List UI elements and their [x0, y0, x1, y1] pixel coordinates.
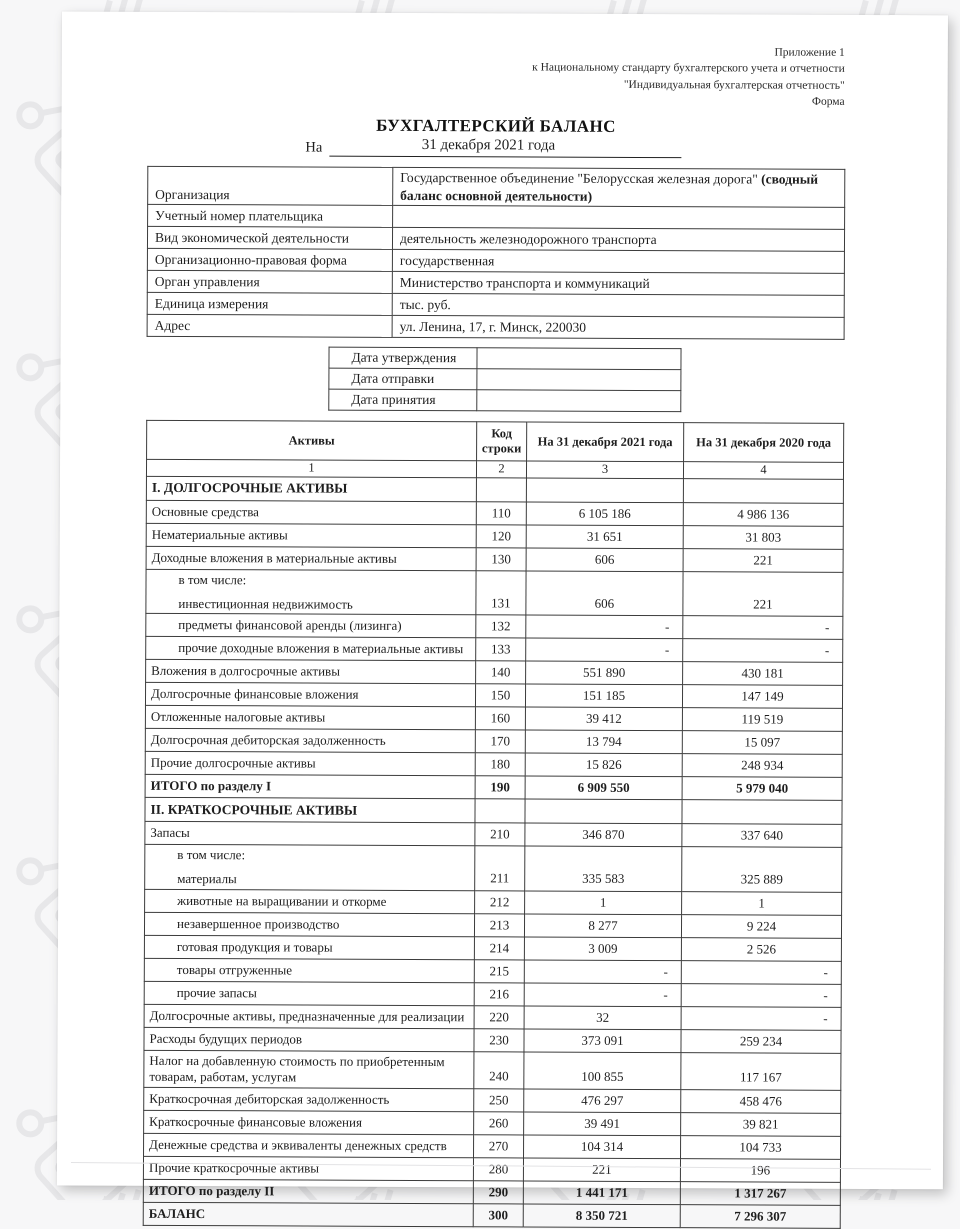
- asset-value-2021: 551 890: [526, 661, 683, 685]
- asset-code: 216: [474, 983, 524, 1006]
- asset-value-2020: 147 149: [682, 685, 842, 709]
- asset-value-2020: 119 519: [682, 708, 842, 732]
- org-info-value: Государственное объединение "Белорусская железная дорога" (сводный баланс основной деятельности): [393, 168, 845, 208]
- asset-row: [144, 958, 841, 984]
- asset-label: Прочие краткосрочные активы: [143, 1156, 473, 1180]
- column-number: 2: [476, 461, 526, 477]
- asset-label: Долгосрочная дебиторская задолженность: [145, 729, 475, 753]
- asset-row: [145, 889, 842, 915]
- org-info-value: тыс. руб.: [392, 294, 844, 318]
- asset-row: [146, 500, 843, 526]
- asset-value-2021: 346 870: [525, 823, 682, 847]
- asset-code: 270: [474, 1135, 524, 1158]
- asset-code: 280: [473, 1158, 523, 1181]
- asset-value-2020: 221: [683, 571, 843, 616]
- asset-row: [144, 935, 841, 961]
- asset-code: 210: [475, 823, 525, 846]
- asset-row: [144, 1087, 841, 1113]
- asset-label: незавершенное производство: [144, 912, 474, 936]
- asset-code: 133: [476, 638, 526, 661]
- asset-label: готовая продукция и товары: [144, 935, 474, 959]
- asset-row: [144, 1050, 841, 1090]
- asset-row: [144, 1133, 841, 1159]
- org-info-value: деятельность железнодорожного транспорта: [392, 228, 844, 252]
- asset-row: [146, 637, 843, 663]
- document-page: [57, 11, 948, 1224]
- asset-label: предметы финансовой аренды (лизинга): [146, 614, 476, 638]
- asset-row: [143, 1179, 840, 1205]
- asset-row: [145, 845, 842, 893]
- org-info-label: Вид экономической деятельности: [147, 227, 392, 250]
- org-info-label: Орган управления: [147, 271, 392, 294]
- asset-row: [143, 1202, 840, 1228]
- dates-table: [328, 347, 681, 413]
- document-title: БУХГАЛТЕРСКИЙ БАЛАНС: [376, 116, 616, 137]
- asset-value-2020: 458 476: [681, 1089, 841, 1113]
- asset-row: [145, 822, 842, 848]
- form-reference-block: [148, 12, 845, 110]
- asset-value-2020: 337 640: [682, 824, 842, 848]
- date-label: Дата утверждения: [329, 348, 477, 370]
- asset-label: Долгосрочные активы, предназначенные для реализации: [144, 1004, 474, 1028]
- asset-label: Запасы: [145, 822, 475, 846]
- asset-label: Краткосрочная дебиторская задолженность: [144, 1087, 474, 1111]
- org-info-row: [148, 205, 845, 230]
- asset-label: ИТОГО по разделу II: [143, 1179, 473, 1203]
- date-row: [329, 348, 681, 371]
- asset-code: 211: [475, 846, 525, 891]
- column-header-assets: Активы: [147, 421, 477, 461]
- asset-row: [146, 523, 843, 549]
- report-date-line: [147, 136, 844, 163]
- asset-code: 214: [474, 937, 524, 960]
- asset-label: Нематериальные активы: [146, 523, 476, 547]
- form-reference-line: "Индивидуальная бухгалтерская отчетность": [623, 78, 845, 92]
- asset-value-2021: 104 314: [524, 1135, 681, 1159]
- asset-label: Расходы будущих периодов: [144, 1027, 474, 1051]
- asset-value-2020: 248 934: [682, 754, 842, 778]
- asset-label: Доходные вложения в материальные активы: [146, 546, 476, 570]
- asset-row: [145, 775, 842, 801]
- asset-row: [146, 660, 843, 686]
- asset-row: [144, 912, 841, 938]
- empty-cell: [475, 799, 525, 823]
- asset-value-2021: 221: [523, 1158, 680, 1182]
- asset-value-2020: 2 526: [681, 938, 841, 962]
- asset-label: Налог на добавленную стоимость по приобретенным товарам, работам, услугам: [144, 1050, 474, 1088]
- asset-label-prefix: в том числе:: [178, 571, 247, 587]
- asset-label: Основные средства: [146, 500, 476, 524]
- org-info-value: государственная: [392, 250, 844, 274]
- asset-row: [144, 981, 841, 1007]
- asset-code: 212: [475, 891, 525, 914]
- asset-label: Отложенные налоговые активы: [145, 706, 475, 730]
- form-reference-line: Форма: [811, 95, 845, 108]
- asset-value-2021: 15 826: [525, 753, 682, 777]
- page-content: [143, 12, 845, 1229]
- asset-value-2021: 13 794: [525, 730, 682, 754]
- asset-row: [146, 569, 843, 617]
- org-info-label: Организация: [148, 167, 393, 206]
- asset-value-2021: 8 277: [524, 914, 681, 938]
- asset-code: 150: [475, 684, 525, 707]
- asset-row: [145, 706, 842, 732]
- asset-code: 170: [475, 730, 525, 753]
- asset-value-2020: 117 167: [681, 1053, 841, 1090]
- asset-value-2021: 335 583: [525, 846, 682, 891]
- asset-code: 190: [475, 776, 525, 799]
- asset-value-2020: 221: [683, 548, 843, 572]
- date-label: Дата принятия: [329, 390, 477, 412]
- org-info-row: [147, 271, 844, 296]
- section-row: [145, 798, 842, 825]
- asset-value-2021: 6 105 186: [526, 502, 683, 526]
- assets-table: [143, 420, 845, 1228]
- org-info-row: [147, 293, 844, 318]
- org-info-value: [393, 206, 845, 230]
- org-info-row: [148, 167, 845, 208]
- asset-value-2021: 32: [524, 1006, 681, 1030]
- asset-label: Вложения в долгосрочные активы: [146, 660, 476, 684]
- org-info-label: Организационно-правовая форма: [147, 249, 392, 272]
- asset-value-2020: -: [681, 1007, 841, 1031]
- asset-value-2020: 39 821: [681, 1112, 841, 1136]
- asset-value-2020: 31 803: [683, 525, 843, 549]
- asset-value-2020: 104 733: [681, 1135, 841, 1159]
- asset-value-2021: 606: [526, 548, 683, 572]
- assets-header-row: [147, 421, 844, 463]
- asset-row: [145, 729, 842, 755]
- asset-row: [145, 683, 842, 709]
- asset-value-2021: 31 651: [526, 525, 683, 549]
- asset-value-2020: 196: [680, 1158, 840, 1182]
- asset-code: 250: [474, 1089, 524, 1112]
- asset-value-2021: 3 009: [524, 937, 681, 961]
- asset-value-2021: 373 091: [524, 1029, 681, 1053]
- asset-row: [144, 1110, 841, 1136]
- asset-code: 260: [474, 1112, 524, 1135]
- date-value: [477, 390, 681, 412]
- column-header-code: Код строки: [477, 422, 527, 461]
- asset-value-2020: -: [683, 616, 843, 640]
- org-info-row: [147, 315, 844, 340]
- empty-cell: [526, 478, 683, 503]
- asset-code: 140: [476, 661, 526, 684]
- asset-value-2021: 6 909 550: [525, 776, 682, 800]
- asset-value-2020: 7 296 307: [680, 1204, 840, 1228]
- asset-value-2021: 1 441 171: [523, 1181, 680, 1205]
- asset-code: 213: [474, 914, 524, 937]
- org-info-label: Адрес: [147, 315, 392, 338]
- column-header-2021: На 31 декабря 2021 года: [527, 422, 684, 462]
- empty-cell: [683, 478, 843, 503]
- org-info-label: Учетный номер плательщика: [148, 205, 393, 228]
- asset-value-2021: 1: [525, 891, 682, 915]
- dates-block: [328, 347, 843, 413]
- asset-value-2021: -: [526, 615, 683, 639]
- section-row: [146, 476, 843, 503]
- form-reference-line: Приложение 1: [774, 46, 845, 59]
- asset-value-2020: -: [681, 984, 841, 1008]
- asset-label: в том числе: инвестиционная недвижимость: [146, 569, 476, 615]
- date-row: [329, 390, 681, 413]
- empty-cell: [476, 477, 526, 501]
- asset-row: [144, 1004, 841, 1030]
- asset-code: 215: [474, 960, 524, 983]
- asset-value-2021: 39 491: [524, 1112, 681, 1136]
- org-info-value: Министерство транспорта и коммуникаций: [392, 272, 844, 296]
- empty-cell: [682, 800, 842, 825]
- asset-value-2020: -: [681, 961, 841, 985]
- date-value: [477, 369, 681, 391]
- asset-row: [146, 614, 843, 640]
- asset-label: товары отгруженные: [144, 958, 474, 982]
- org-info-value-bold: (сводный баланс основной деятельности): [400, 171, 819, 204]
- date-value: [477, 348, 681, 370]
- column-number: 3: [526, 461, 683, 478]
- asset-label: ИТОГО по разделу I: [145, 775, 475, 799]
- asset-label: прочие запасы: [144, 981, 474, 1005]
- date-prefix: На: [305, 139, 323, 156]
- asset-label: Денежные средства и эквиваленты денежных средств: [144, 1133, 474, 1157]
- asset-code: 130: [476, 547, 526, 570]
- asset-label-prefix: в том числе:: [177, 847, 246, 863]
- asset-code: 220: [474, 1006, 524, 1029]
- asset-label: БАЛАНС: [143, 1202, 473, 1226]
- asset-label: прочие доходные вложения в материальные активы: [146, 637, 476, 661]
- asset-value-2021: -: [526, 638, 683, 662]
- asset-label: Краткосрочные финансовые вложения: [144, 1110, 474, 1134]
- asset-value-2021: 476 297: [524, 1089, 681, 1113]
- asset-code: 230: [474, 1029, 524, 1052]
- column-header-2020: На 31 декабря 2020 года: [684, 423, 844, 463]
- asset-code: 131: [476, 570, 526, 615]
- form-reference-line: к Национальному стандарту бухгалтерского учета и отчетности: [532, 61, 845, 76]
- asset-value-2020: 5 979 040: [682, 777, 842, 801]
- asset-row: [145, 752, 842, 778]
- asset-label: Долгосрочные финансовые вложения: [145, 683, 475, 707]
- org-info-label: Единица измерения: [147, 293, 392, 316]
- column-number: 4: [683, 462, 843, 479]
- asset-code: 120: [476, 524, 526, 547]
- section-title: II. КРАТКОСРОЧНЫЕ АКТИВЫ: [145, 798, 475, 823]
- asset-row: [146, 546, 843, 572]
- asset-value-2020: 4 986 136: [683, 502, 843, 526]
- asset-value-2020: 430 181: [683, 662, 843, 686]
- asset-code: 300: [473, 1204, 523, 1227]
- asset-code: 290: [473, 1181, 523, 1204]
- asset-row: [144, 1027, 841, 1053]
- asset-value-2020: -: [683, 639, 843, 663]
- asset-value-2020: 1 317 267: [680, 1181, 840, 1205]
- report-date: 31 декабря 2021 года: [329, 137, 681, 159]
- asset-value-2021: 151 185: [525, 684, 682, 708]
- asset-label: Прочие долгосрочные активы: [145, 752, 475, 776]
- org-info-value: ул. Ленина, 17, г. Минск, 220030: [392, 316, 844, 340]
- asset-value-2021: -: [524, 960, 681, 984]
- asset-value-2021: 8 350 721: [523, 1204, 680, 1228]
- section-title: I. ДОЛГОСРОЧНЫЕ АКТИВЫ: [146, 476, 476, 501]
- asset-value-2021: -: [524, 983, 681, 1007]
- asset-value-2020: 15 097: [682, 731, 842, 755]
- asset-code: 180: [475, 753, 525, 776]
- asset-code: 110: [476, 501, 526, 524]
- asset-value-2021: 39 412: [525, 707, 682, 731]
- asset-value-2020: 9 224: [681, 915, 841, 939]
- asset-value-2020: 325 889: [682, 847, 842, 892]
- asset-label: в том числе: материалы: [145, 845, 475, 891]
- asset-value-2021: 606: [526, 571, 683, 616]
- date-row: [329, 369, 681, 392]
- asset-code: 160: [475, 707, 525, 730]
- asset-value-2020: 1: [682, 892, 842, 916]
- asset-value-2020: 259 234: [681, 1030, 841, 1054]
- empty-cell: [525, 799, 682, 824]
- org-info-row: [147, 249, 844, 274]
- column-number: 1: [146, 460, 476, 478]
- asset-code: 240: [474, 1052, 524, 1089]
- org-info-row: [147, 227, 844, 252]
- asset-label: животные на выращивании и откорме: [145, 889, 475, 913]
- asset-row: [143, 1156, 840, 1182]
- asset-code: 132: [476, 615, 526, 638]
- date-label: Дата отправки: [329, 369, 477, 391]
- asset-value-2021: 100 855: [524, 1052, 681, 1089]
- organization-info-table: [147, 166, 846, 340]
